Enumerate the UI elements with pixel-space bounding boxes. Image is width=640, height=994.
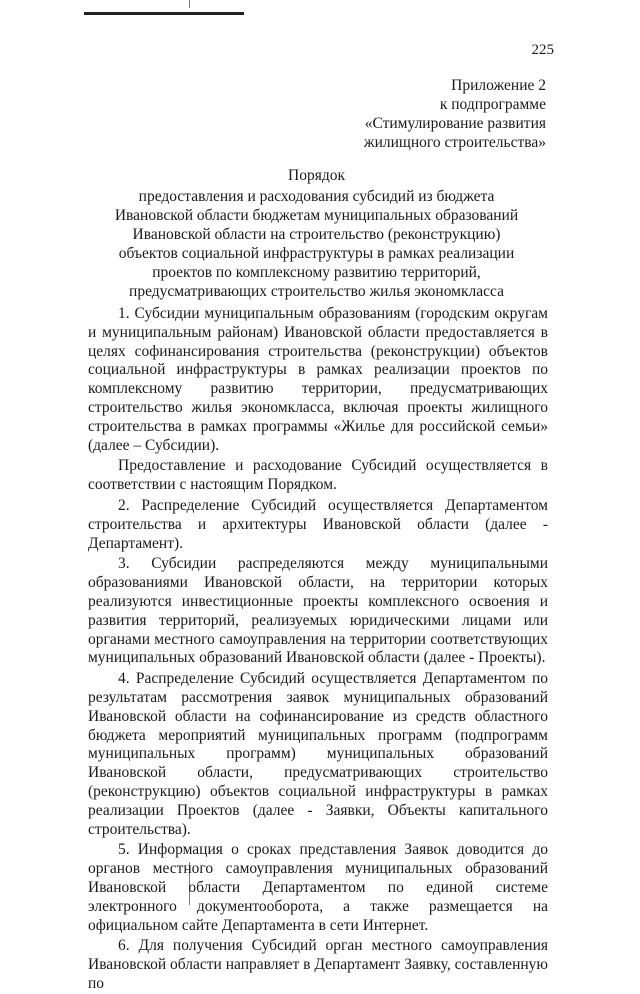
title-line: проектов по комплексному развитию территорий, (152, 264, 481, 281)
top-rule-line (84, 12, 244, 15)
document-body (88, 305, 548, 994)
appendix-line-3: «Стимулирование развития (364, 115, 546, 132)
paragraph-5: 4. Распределение Субсидий осуществляется Департаментом по результатам рассмотрения заявок муниципальных образований Ивановской области на софинансирование из средств областного бюджета мероприятий муниципальных программ (подпрограмм муниципальных программ) муниципальных образований Ивановской области, предусматривающих строительство (реконструкцию) объектов социальной инфраструктуры в рамках реализации Проектов (далее - Заявки, Объекты капитального строительства). (88, 670, 548, 838)
title-line: Ивановской области на строительство (реконструкцию) (132, 226, 501, 243)
title-line: Ивановской области бюджетам муниципальных образований (114, 207, 519, 224)
document-title (84, 166, 549, 301)
page-number: 225 (531, 42, 554, 58)
appendix-line-1: Приложение 2 (451, 77, 546, 94)
title-heading: Порядок (288, 167, 345, 184)
paragraph-4: 3. Субсидии распределяются между муниципальными образованиями Ивановской области, на территории которых реализуются инвестиционные проекты комплексного освоения и развития территорий, реализуемых юридическими лицами или органами местного самоуправления на территории соответствующих муниципальных образований Ивановской области (далее - Проекты). (88, 555, 548, 667)
title-line: предусматривающих строительство жилья экономкласса (129, 283, 504, 300)
binding-mark-top (189, 0, 190, 8)
title-line: объектов социальной инфраструктуры в рамках реализации (118, 245, 515, 262)
paragraph-6: 5. Информация о сроках представления Заявок доводится до органов местного самоуправления муниципальных образований Ивановской области Департаментом по единой системе электронного документооборота, а также размещается на официальном сайте Департамента в сети Интернет. (88, 841, 548, 934)
paragraph-2: Предоставление и расходование Субсидий осуществляется в соответствии с настоящим Порядком. (88, 457, 548, 494)
appendix-line-4: жилищного строительства» (363, 134, 546, 151)
paragraph-1: 1. Субсидии муниципальным образованиям (городским округам и муниципальным районам) Ивановской области предоставляется в целях софинансирования строительства (реконструкции) объектов социальной инфраструктуры в рамках реализации проектов по комплексному развитию территории, предусматривающих строительство жилья экономкласса, включая проекты жилищного строительства в рамках программы «Жилье для российской семьи» (далее – Субсидии). (88, 305, 548, 454)
paragraph-3: 2. Распределение Субсидий осуществляется Департаментом строительства и архитектуры Ивановской области (далее - Департамент). (88, 496, 548, 552)
title-line: предоставления и расходования субсидий из бюджета (138, 188, 495, 205)
appendix-line-2: к подпрограмме (439, 96, 546, 113)
paragraph-7: 6. Для получения Субсидий орган местного самоуправления Ивановской области направляет в Департамент Заявку, составленную по (88, 937, 548, 992)
appendix-header (286, 76, 546, 152)
